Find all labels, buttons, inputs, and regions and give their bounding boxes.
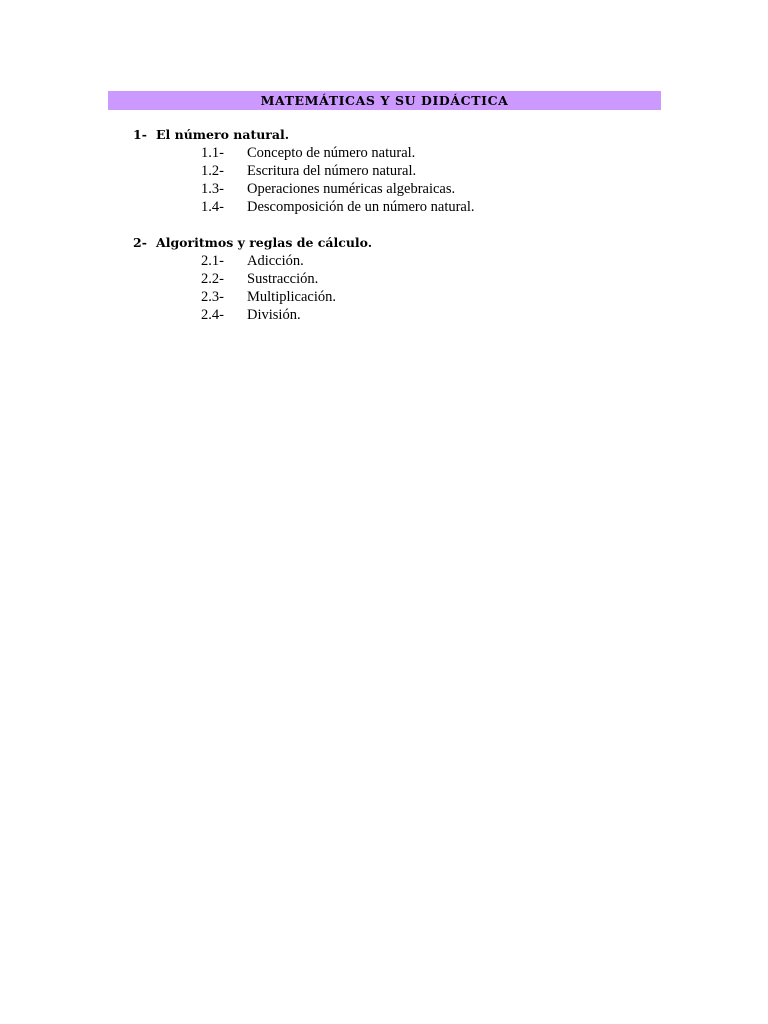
item-text: Descomposición de un número natural. (247, 199, 475, 215)
item-text: División. (247, 307, 301, 323)
section-title: El número natural. (156, 127, 290, 142)
item-text: Multiplicación. (247, 289, 336, 305)
item-number: 2.2- (201, 271, 224, 287)
section-heading (133, 126, 653, 144)
item-number: 1.2- (201, 163, 224, 179)
list-item (133, 288, 653, 306)
list-item (133, 252, 653, 270)
item-number: 1.1- (201, 145, 224, 161)
section-number: 2- (133, 235, 147, 250)
item-text: Concepto de número natural. (247, 145, 416, 161)
list-item (133, 180, 653, 198)
list-item (133, 144, 653, 162)
section-1 (133, 126, 653, 216)
list-item (133, 306, 653, 324)
item-number: 2.3- (201, 289, 224, 305)
section-2 (133, 234, 653, 324)
item-number: 2.1- (201, 253, 224, 269)
list-item (133, 162, 653, 180)
item-text: Escritura del número natural. (247, 163, 417, 179)
item-number: 1.4- (201, 199, 224, 215)
list-item (133, 270, 653, 288)
section-title: Algoritmos y reglas de cálculo. (156, 235, 373, 250)
item-text: Operaciones numéricas algebraicas. (247, 181, 456, 197)
item-text: Adicción. (247, 253, 304, 269)
section-heading (133, 234, 653, 252)
section-number: 1- (133, 127, 147, 142)
list-item (133, 198, 653, 216)
item-text: Sustracción. (247, 271, 319, 287)
title-bar (108, 91, 661, 110)
document-title: MATEMÁTICAS Y SU DIDÁCTICA (260, 93, 509, 108)
item-number: 1.3- (201, 181, 224, 197)
item-number: 2.4- (201, 307, 224, 323)
